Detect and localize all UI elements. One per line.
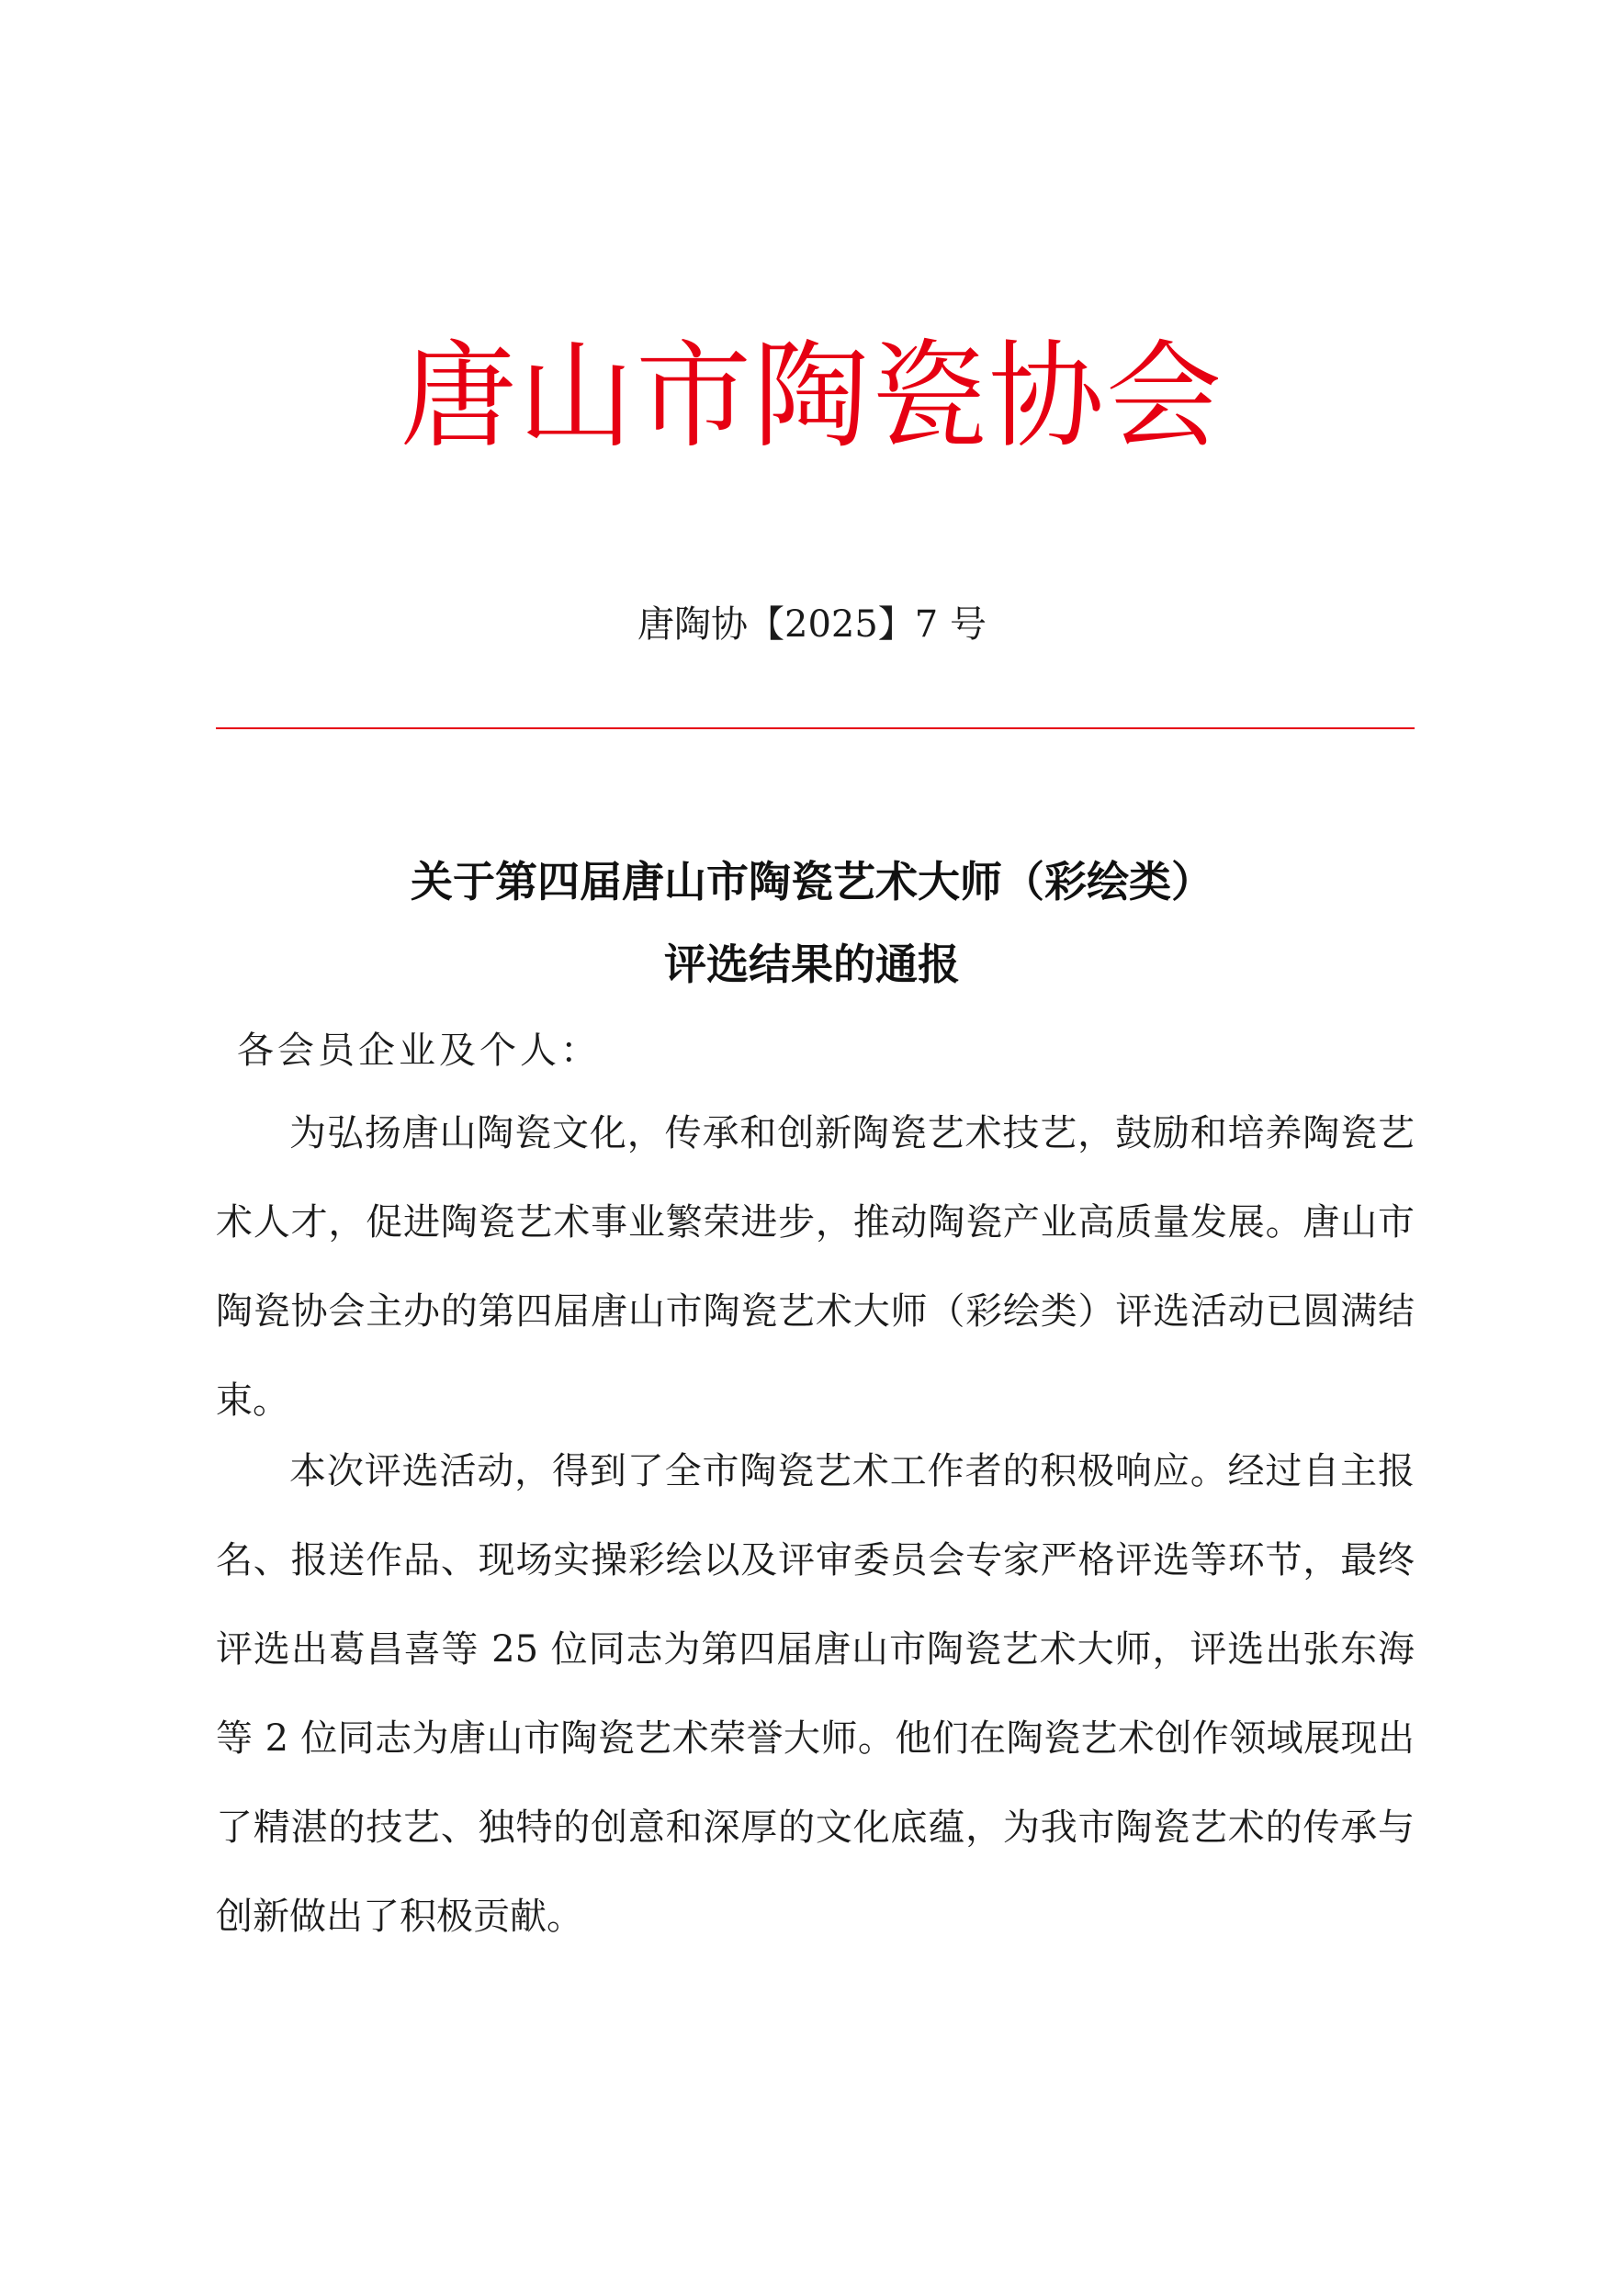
document-title-line-2: 评选结果的通报 [664, 940, 960, 989]
body-paragraph-2: 本次评选活动，得到了全市陶瓷艺术工作者的积极响应。经过自主报名、报送作品、现场实操彩绘以及评审委员会专家严格评选等环节，最终评选出葛昌喜等 25 位同志为第四届唐山市陶瓷艺术大师，评选出张东海等 2 位同志为唐山市陶瓷艺术荣誉大师。他们在陶瓷艺术创作领域展现出了精湛的技艺、独特的创意和深厚的文化底蕴，为我市陶瓷艺术的传承与创新做出了积极贡献。 [216, 1450, 1415, 1938]
body-paragraph-1: 为弘扬唐山陶瓷文化，传承和创新陶瓷艺术技艺，鼓励和培养陶瓷艺术人才，促进陶瓷艺术事业繁荣进步，推动陶瓷产业高质量发展。唐山市陶瓷协会主办的第四届唐山市陶瓷艺术大师（彩绘类）评选活动已圆满结束。 [216, 1112, 1415, 1422]
header-divider [216, 727, 1415, 729]
salutation: 各会员企业及个人： [237, 1030, 601, 1072]
document-number: 唐陶协【2025】7 号 [637, 603, 987, 646]
document-title-line-1: 关于第四届唐山市陶瓷艺术大师（彩绘类） [411, 857, 1213, 906]
organization-header: 唐山市陶瓷协会 [400, 329, 1224, 464]
